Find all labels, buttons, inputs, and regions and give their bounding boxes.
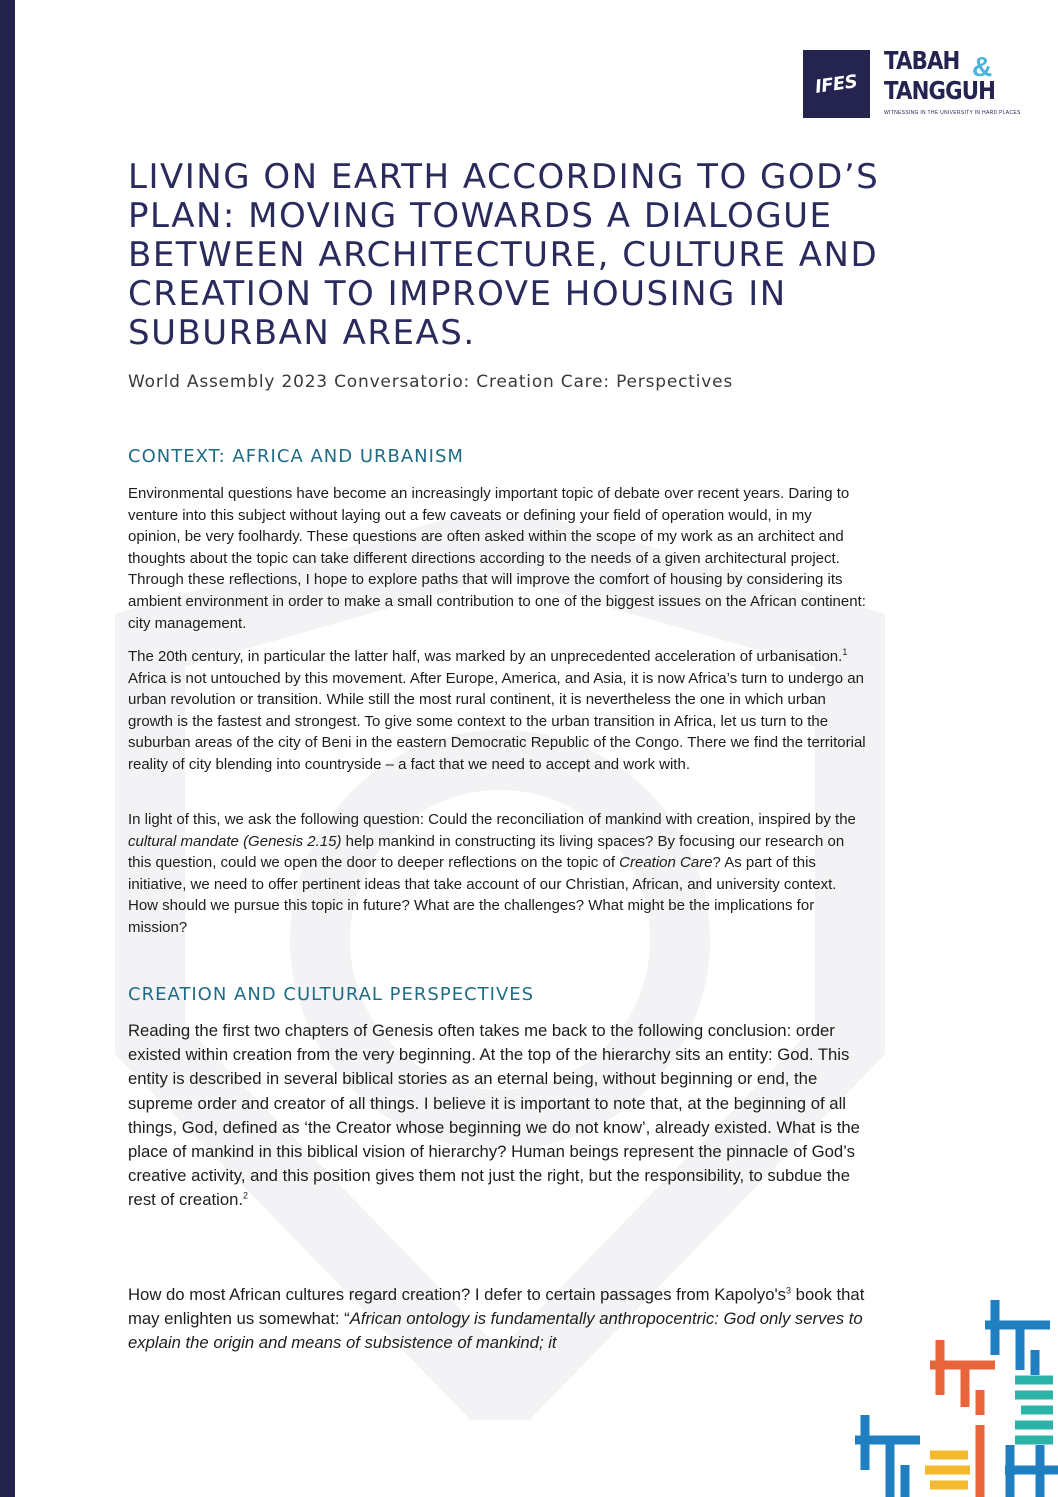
footnote-ref-3[interactable]: 3: [786, 1285, 792, 1296]
quote-emphasis: African ontology is fundamentally anthropocentric: God only serves to explain the origin and means of subsistence of mankind; it: [128, 1309, 863, 1353]
emphasis-cultural-mandate: cultural mandate (Genesis 2.15): [128, 832, 342, 850]
creation-paragraph-1: [128, 1019, 873, 1213]
tabah-tangguh-logo: [884, 46, 1021, 120]
context-paragraph-3: [128, 809, 868, 939]
ifes-logo-text: IFES: [814, 70, 859, 98]
left-sidebar-bar: [0, 0, 15, 1497]
logo-word-tabah: TABAH: [884, 46, 960, 75]
context-paragraph-1: Environmental questions have become an increasingly important topic of debate over recent years. Daring to venture into this subject without laying out a few caveats or defining your field of operation would, in my opinion, be very foolhardy. These questions are often asked within the scope of my work as an architect and thoughts about the topic can take different directions according to the needs of a given architectural project. Through these reflections, I hope to explore paths that will improve the comfort of housing by considering its ambient environment in order to make a small contribution to one of the biggest issues on the African continent: city management.: [128, 485, 866, 632]
section-heading-creation: CREATION AND CULTURAL PERSPECTIVES: [128, 984, 535, 1005]
text-run: Reading the first two chapters of Genesis often takes me back to the following conclusion: order existed within creation from the very beginning. At the top of the hierarchy sits an entity: God. This entity is described in several biblical stories as an eternal being, without beginning or end, the supreme order and creator of all things. I believe it is important to note that, at the beginning of all things, God, defined as ‘the Creator whose beginning we do not know’, already existed. What is the place of mankind in this biblical vision of hierarchy? Human beings represent the pinnacle of God’s creative activity, and this position gives them not just the right, but the responsibility, to subdue the rest of creation.: [128, 1021, 860, 1210]
emphasis-creation-care: Creation Care: [619, 854, 713, 872]
footnote-ref-1[interactable]: 1: [842, 647, 848, 657]
text-run: The 20th century, in particular the latter half, was marked by an unprecedented acceleration of urbanisation.: [128, 648, 843, 665]
ifes-logo: [803, 50, 870, 118]
logo-word-tangguh: TANGGUH: [884, 76, 996, 105]
text-run: Africa is not untouched by this movement. After Europe, America, and Asia, it is now Africa’s turn to undergo an urban revolution or transition. While still the most rural continent, it is nevertheless the one in which urban growth is the fastest and strongest. To give some context to the urban transition in Africa, let us turn to the suburban areas of the city of Beni in the eastern Democratic Republic of the Congo. There we find the territorial reality of city blending into countryside – a fact that we need to accept and work with.: [128, 669, 866, 773]
text-run: How do most African cultures regard creation? I defer to certain passages from Kapolyo's: [128, 1285, 787, 1304]
text-run: ? As part of this initiative, we need to offer pertinent ideas that take account of our Christian, African, and university context. How should we pursue this topic in future? What are the challenges? What might be the implications for mission?: [128, 854, 837, 936]
footnote-ref-2[interactable]: 2: [243, 1190, 249, 1201]
section-heading-context: CONTEXT: AFRICA AND URBANISM: [128, 446, 464, 467]
ampersand-icon: &: [972, 51, 993, 82]
page-title: LIVING ON EARTH ACCORDING TO GOD’S PLAN: MOVING TOWARDS A DIALOGUE BETWEEN ARCHITECTURE, CULTURE AND CREATION TO IMPROVE HOUSING IN SUBURBAN AREAS.: [128, 157, 880, 353]
decorative-pattern-graphic: [845, 1295, 1058, 1497]
creation-paragraph-2: [128, 1283, 873, 1356]
text-run: help mankind in constructing its living spaces? By focusing our research on this question, could we open the door to deeper reflections on the topic of: [128, 832, 845, 872]
text-run: In light of this, we ask the following question: Could the reconciliation of mankind with creation, inspired by the: [128, 811, 856, 828]
page-subtitle: World Assembly 2023 Conversatorio: Creation Care: Perspectives: [128, 372, 734, 392]
text-run: book that may enlighten us somewhat: “: [128, 1285, 865, 1329]
context-paragraph-2: [128, 646, 868, 776]
logo-tagline: WITNESSING IN THE UNIVERSITY IN HARD PLACES: [884, 110, 1021, 116]
